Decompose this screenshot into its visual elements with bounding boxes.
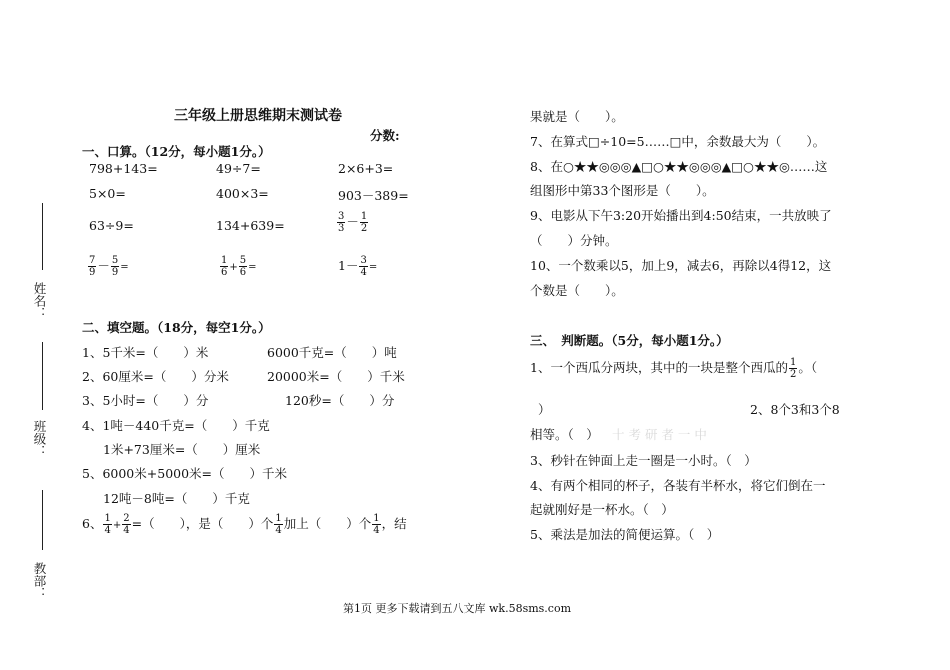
calc-item: 903－389= xyxy=(338,188,409,203)
faint-watermark-text: 十 考 研 者 一 中 xyxy=(612,427,707,442)
fill-item: 10、一个数乘以5，加上9，减去6，再除以4得12，这 xyxy=(530,258,832,273)
fill-item: 6000千克=（ ）吨 xyxy=(267,345,397,360)
calc-item: 400×3= xyxy=(216,186,269,201)
judge-item: 相等。（ ） xyxy=(530,427,599,442)
fill-item: （ ）分钟。 xyxy=(530,233,618,248)
fill-item: 果就是（ ）。 xyxy=(530,109,624,124)
fill-item: 7、在算式□÷10=5……□中，余数最大为（ ）。 xyxy=(530,134,826,149)
fill-item: 9、电影从下午3:20开始播出到4:50结束，一共放映了 xyxy=(530,208,832,223)
judge-item: 2、8个3和3个8 xyxy=(750,402,840,417)
fill-item: 组图形中第33个图形是（ ）。 xyxy=(530,183,715,198)
section3-heading: 三、 判断题。（5分，每小题1分。） xyxy=(530,333,729,348)
fill-item: 2、60厘米=（ ）分米 xyxy=(82,369,229,384)
calc-item: 5×0= xyxy=(89,186,126,201)
calc-item: 63÷9= xyxy=(89,218,134,233)
dept-label: 教部： xyxy=(32,562,47,600)
calc-item-fraction: $\frac{7}{9}$ － $\frac{5}{9}$ = xyxy=(89,255,129,278)
score-label: 分数: xyxy=(370,128,400,143)
fill-item: 4、1吨－440千克=（ ）千克 xyxy=(82,418,270,433)
judge-item: ） xyxy=(538,402,551,417)
fill-item: 120秒=（ ）分 xyxy=(285,393,395,408)
name-label: 姓名： xyxy=(32,282,47,320)
class-line xyxy=(42,342,43,410)
dept-line xyxy=(42,490,43,550)
class-label: 班级： xyxy=(32,420,47,458)
page-title: 三年级上册思维期末测试卷 xyxy=(174,108,342,124)
section2-heading: 二、填空题。（18分，每空1分。） xyxy=(82,320,271,335)
fill-item: 12吨－8吨=（ ）千克 xyxy=(103,491,250,506)
fill-item: 8、在○★★◎◎◎▲□○★★◎◎◎▲□○★★◎……这 xyxy=(530,159,828,174)
page-footer: 第1页 更多下载请到五八文库 wk.58sms.com xyxy=(343,602,571,615)
judge-item-fraction: 1、一个西瓜分两块，其中的一块是整个西瓜的 $\frac{1}{2}$ 。（ xyxy=(530,357,818,380)
fill-item: 个数是（ ）。 xyxy=(530,283,624,298)
fill-item: 20000米=（ ）千米 xyxy=(267,369,405,384)
fill-item: 5、6000米+5000米=（ ）千米 xyxy=(82,466,288,481)
judge-item: 4、有两个相同的杯子，各装有半杯水，将它们倒在一 xyxy=(530,478,826,493)
fill-item: 1、5千米=（ ）米 xyxy=(82,345,209,360)
fill-item: 3、5小时=（ ）分 xyxy=(82,393,209,408)
fill-item: 1米+73厘米=（ ）厘米 xyxy=(103,442,261,457)
calc-item: 49÷7= xyxy=(216,161,261,176)
fill-item-fraction: 6、 $\frac{1}{4}$ + $\frac{2}{4}$ =（ ），是（ ）个 $\frac{1}{4}$ 加上（ ）个 $\frac{1}{4}$ ，结 xyxy=(82,513,407,536)
calc-item: 798+143= xyxy=(89,161,158,176)
calc-item: 2×6+3= xyxy=(338,161,394,176)
judge-item: 5、乘法是加法的简便运算。（ ） xyxy=(530,527,720,542)
calc-item-fraction: 1－ $\frac{3}{4}$ = xyxy=(338,255,378,278)
judge-item: 3、秒针在钟面上走一圈是一小时。（ ） xyxy=(530,453,757,468)
calc-item: 134+639= xyxy=(216,218,285,233)
calc-item-fraction: $\frac{3}{3}$ － $\frac{1}{2}$ xyxy=(338,211,368,234)
section1-heading: 一、口算。（12分，每小题1分。） xyxy=(82,144,271,159)
calc-item-fraction: $\frac{1}{6}$ + $\frac{5}{6}$ = xyxy=(221,255,257,278)
judge-item: 起就刚好是一杯水。（ ） xyxy=(530,502,674,517)
name-line xyxy=(42,203,43,270)
